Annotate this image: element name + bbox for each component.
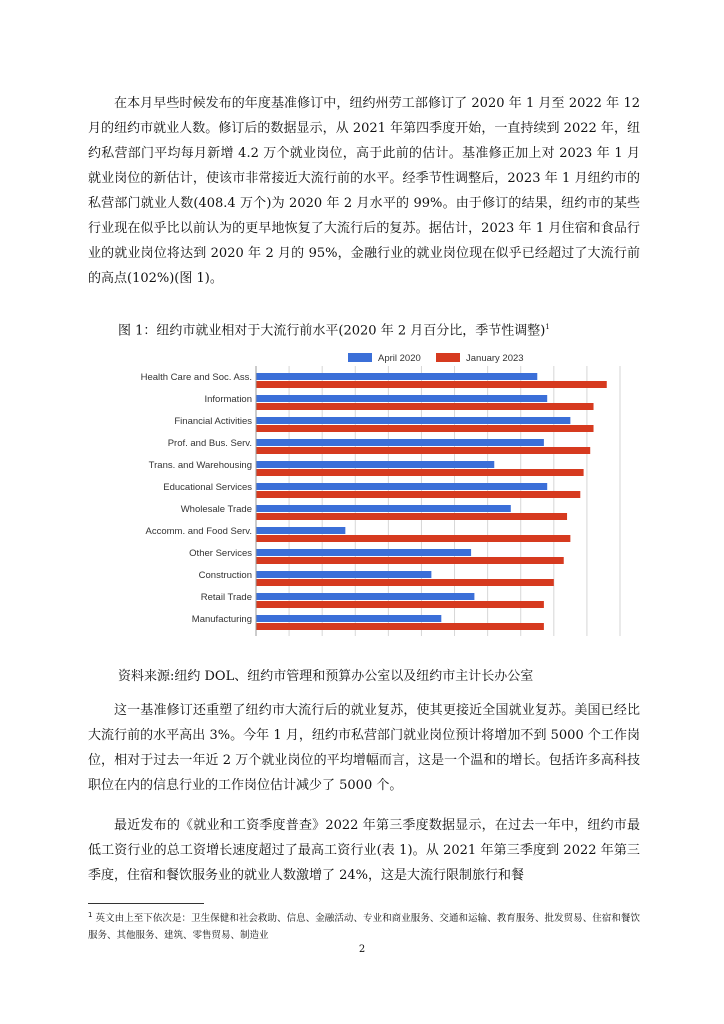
bar-january-2023 (256, 447, 590, 454)
bar-april-2020 (256, 505, 511, 512)
bar-april-2020 (256, 395, 547, 402)
bar-april-2020 (256, 571, 431, 578)
paragraph-1: 在本月早些时候发布的年度基准修订中，纽约州劳工部修订了 2020 年 1 月至 2022 年 12 月的纽约市就业人数。修订后的数据显示，从 2021 年第四季度开始，一直持续到 2022 年，纽约私营部门平均每月新增 4.2 万个就业岗位，高于此前的估计。基准修正加上对 2023 年 1 月就业岗位的新估计，使该市非常接近大流行前的水平。经季节性调整后，2023 年 1 月纽约市的私营部门就业人数(408.4 万个)为 2020 年 2 月水平的 99%。由于修订的结果，纽约市的某些行业现在似乎比以前认为的更早地恢复了大流行后的复苏。据估计，2023 年 1 月住宿和食品行业的就业岗位将达到 2020 年 2 月的 95%，金融行业的就业岗位现在似乎已经超过了大流行前的高点(102%)(图 1)。 (88, 96, 640, 286)
legend-label-2: January 2023 (466, 353, 524, 364)
bar-april-2020 (256, 461, 494, 468)
bar-january-2023 (256, 403, 594, 410)
paragraph-3: 最近发布的《就业和工资季度普查》2022 年第三季度数据显示，在过去一年中，纽约市最低工资行业的总工资增长速度超过了最高工资行业(表 1)。从 2021 年第三季度到 2022 年第三季度，住宿和餐饮服务业的就业人数激增了 24%，这是大流行限制旅行和餐 (88, 818, 640, 883)
bar-april-2020 (256, 527, 345, 534)
legend-swatch-1 (348, 353, 372, 362)
figure-caption-footnote-marker: 1 (545, 323, 550, 331)
category-label: Other Services (189, 548, 252, 559)
footnote (88, 907, 640, 944)
category-label: Construction (198, 570, 252, 581)
category-label: Trans. and Warehousing (148, 460, 252, 471)
category-label: Wholesale Trade (180, 504, 252, 515)
category-label: Retail Trade (200, 592, 252, 603)
bar-april-2020 (256, 593, 474, 600)
bar-april-2020 (256, 549, 471, 556)
bar-january-2023 (256, 425, 594, 432)
figure-caption (118, 317, 648, 341)
bar-april-2020 (256, 439, 544, 446)
category-label: Prof. and Bus. Serv. (167, 438, 252, 449)
bar-january-2023 (256, 535, 570, 542)
category-label: Information (204, 394, 252, 405)
category-label: Educational Services (163, 482, 252, 493)
footnote-divider (88, 903, 204, 904)
footnote-text: 英文由上至下依次是：卫生保健和社会救助、信息、金融活动、专业和商业服务、交通和运输、教育服务、批发贸易、住宿和餐饮服务、其他服务、建筑、零售贸易、制造业 (88, 913, 640, 942)
bar-january-2023 (256, 491, 580, 498)
bar-january-2023 (256, 557, 564, 564)
category-label: Health Care and Soc. Ass. (140, 372, 252, 383)
bar-april-2020 (256, 615, 441, 622)
figure-caption-text: 图 1：纽约市就业相对于大流行前水平(2020 年 2 月百分比，季节性调整) (118, 323, 546, 339)
bar-january-2023 (256, 381, 607, 388)
bar-january-2023 (256, 623, 544, 630)
bar-january-2023 (256, 579, 554, 586)
page-number: 2 (358, 944, 366, 955)
bar-january-2023 (256, 601, 544, 608)
legend-swatch-2 (436, 353, 460, 362)
figure-source: 资料来源:纽约 DOL、纽约市管理和预算办公室以及纽约市主计长办公室 (118, 669, 534, 684)
legend-label-1: April 2020 (378, 353, 421, 364)
category-label: Financial Activities (174, 416, 252, 427)
bar-january-2023 (256, 469, 584, 476)
bar-april-2020 (256, 373, 537, 380)
bar-april-2020 (256, 417, 570, 424)
paragraph-2: 这一基准修订还重塑了纽约市大流行后的就业复苏，使其更接近全国就业复苏。美国已经比大流行前的水平高出 3%。今年 1 月，纽约市私营部门就业岗位预计将增加不到 5000 个工作岗位，相对于过去一年近 2 万个就业岗位的平均增幅而言，这是一个温和的增长。包括许多高科技职位在内的信息行业的工作岗位估计减少了 5000 个。 (88, 703, 640, 793)
category-label: Accomm. and Food Serv. (145, 526, 252, 537)
employment-bar-chart (110, 344, 630, 640)
footnote-marker: 1 (88, 911, 93, 919)
bar-january-2023 (256, 513, 567, 520)
bar-april-2020 (256, 483, 547, 490)
category-label: Manufacturing (191, 614, 252, 625)
